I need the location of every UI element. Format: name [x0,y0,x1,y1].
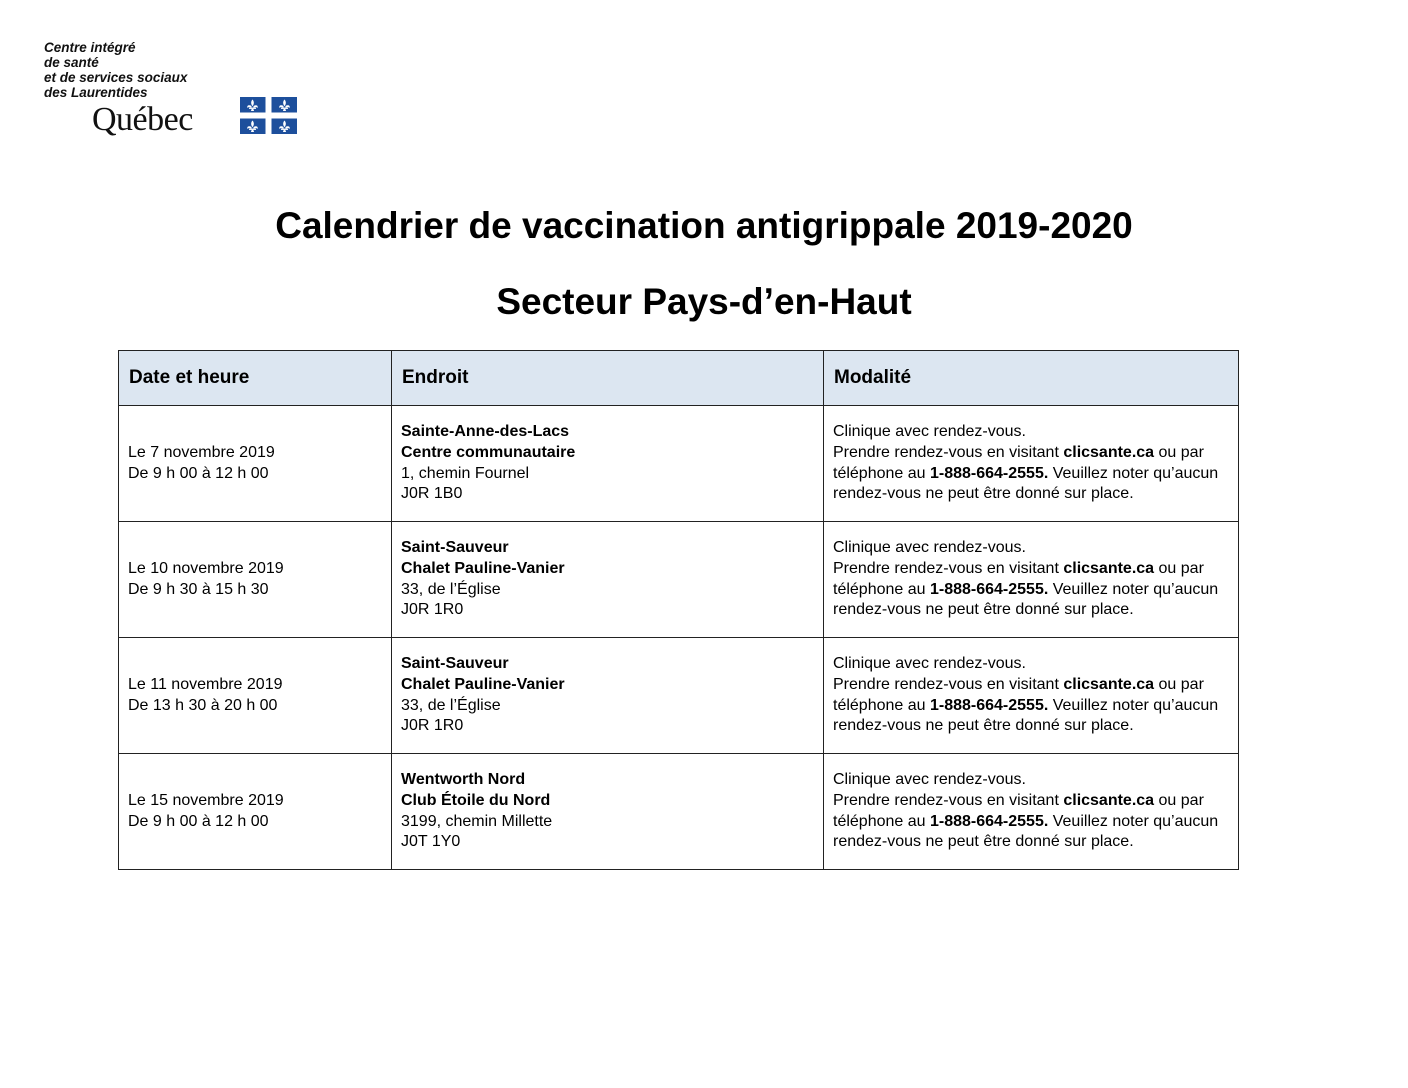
modality-text: ou par téléphone au [833,443,1204,482]
table-header-row [119,351,1239,406]
booking-website: clicsante.ca [1063,559,1155,577]
modality-note: Veuillez noter qu’aucun rendez-vous ne peut être donné sur place. [833,464,1219,503]
date-cell [119,406,392,522]
venue-name: Club Étoile du Nord [401,791,551,809]
org-name-line: et de services sociaux [44,70,188,85]
postal-code: J0R 1B0 [401,485,463,503]
modality-note: Veuillez noter qu’aucun rendez-vous ne peut être donné sur place. [833,812,1219,851]
modality-cell [824,406,1239,522]
page-subtitle: Secteur Pays-d’en-Haut [496,281,912,322]
modality-title: Clinique avec rendez-vous. [833,539,1026,557]
booking-website: clicsante.ca [1063,791,1155,809]
postal-code: J0T 1Y0 [401,833,461,851]
column-header-modality: Modalité [824,351,1239,406]
town-name: Wentworth Nord [401,771,526,789]
org-name-line: Centre intégré [44,40,136,55]
date-text: Le 10 novembre 2019 [128,559,284,577]
booking-website: clicsante.ca [1063,443,1155,461]
venue-name: Chalet Pauline-Vanier [401,675,565,693]
town-name: Sainte-Anne-des-Lacs [401,423,570,441]
modality-text: Prendre rendez-vous en visitant [833,791,1064,809]
modality-cell [824,638,1239,754]
town-name: Saint-Sauveur [401,539,509,557]
org-name [44,40,187,100]
time-text: De 13 h 30 à 20 h 00 [128,696,278,714]
modality-text: Prendre rendez-vous en visitant [833,559,1064,577]
date-text: Le 11 novembre 2019 [128,675,283,693]
date-cell [119,522,392,638]
column-header-location: Endroit [392,351,824,406]
table-row [119,638,1239,754]
org-name-line: de santé [44,55,99,70]
modality-instructions [833,443,1230,505]
modality-instructions [833,559,1230,621]
modality-text: Prendre rendez-vous en visitant [833,675,1064,693]
venue-name: Centre communautaire [401,443,576,461]
modality-text: ou par téléphone au [833,675,1204,714]
org-name-line: des Laurentides [44,85,148,100]
booking-phone: 1-888-664-2555. [929,812,1049,830]
street-address: 1, chemin Fournel [401,464,530,482]
street-address: 33, de l’Église [401,580,501,598]
date-text: Le 7 novembre 2019 [128,443,275,461]
location-cell [392,406,824,522]
street-address: 3199, chemin Millette [401,812,553,830]
venue-name: Chalet Pauline-Vanier [401,559,565,577]
booking-phone: 1-888-664-2555. [929,464,1049,482]
fleur-de-lis-flag-icon [240,97,297,134]
time-text: De 9 h 30 à 15 h 30 [128,580,269,598]
location-cell [392,522,824,638]
postal-code: J0R 1R0 [401,601,464,619]
modality-text: Prendre rendez-vous en visitant [833,443,1064,461]
table-row [119,406,1239,522]
date-text: Le 15 novembre 2019 [128,791,284,809]
location-cell [392,754,824,870]
town-name: Saint-Sauveur [401,655,509,673]
modality-cell [824,754,1239,870]
booking-phone: 1-888-664-2555. [929,580,1049,598]
page-title: Calendrier de vaccination antigrippale 2019-2020 [275,205,1133,246]
location-cell [392,638,824,754]
table-row [119,522,1239,638]
date-cell [119,638,392,754]
time-text: De 9 h 00 à 12 h 00 [128,812,269,830]
modality-text: ou par téléphone au [833,559,1204,598]
street-address: 33, de l’Église [401,696,501,714]
vaccination-schedule-table [118,350,1239,870]
booking-phone: 1-888-664-2555. [929,696,1049,714]
modality-note: Veuillez noter qu’aucun rendez-vous ne peut être donné sur place. [833,696,1219,735]
column-header-date: Date et heure [119,351,392,406]
modality-instructions [833,675,1230,737]
quebec-wordmark: Québec [92,101,193,138]
table-row [119,754,1239,870]
modality-title: Clinique avec rendez-vous. [833,771,1026,789]
modality-note: Veuillez noter qu’aucun rendez-vous ne peut être donné sur place. [833,580,1219,619]
date-cell [119,754,392,870]
modality-title: Clinique avec rendez-vous. [833,655,1026,673]
booking-website: clicsante.ca [1063,675,1155,693]
modality-text: ou par téléphone au [833,791,1204,830]
modality-instructions [833,791,1230,853]
time-text: De 9 h 00 à 12 h 00 [128,464,269,482]
flag-cross-horizontal [240,113,297,119]
modality-cell [824,522,1239,638]
postal-code: J0R 1R0 [401,717,464,735]
modality-title: Clinique avec rendez-vous. [833,423,1026,441]
